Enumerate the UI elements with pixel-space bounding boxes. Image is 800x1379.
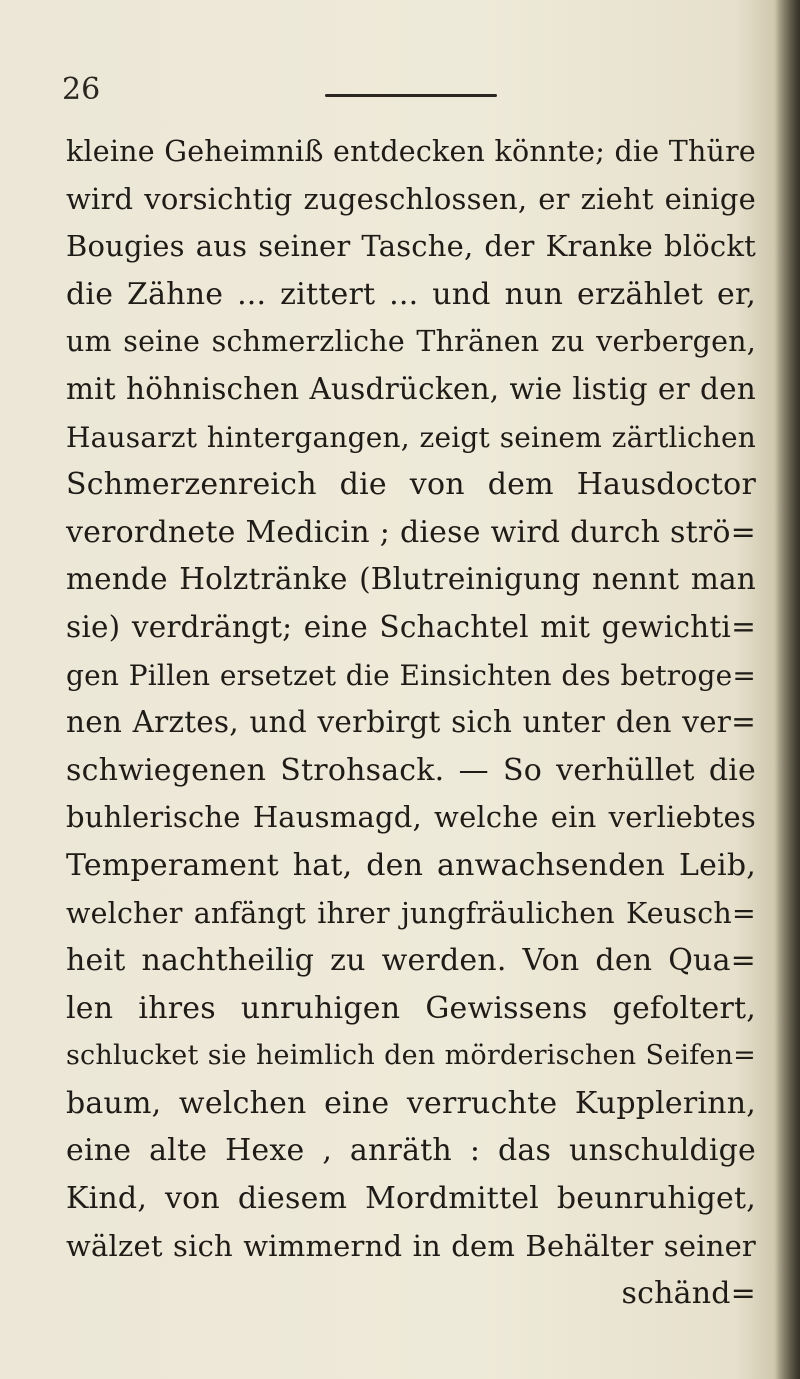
text-line: mit höhnischen Ausdrücken, wie listig er den bbox=[66, 371, 756, 406]
text-line: Kind, von diesem Mordmittel beunruhiget, bbox=[66, 1181, 756, 1217]
header-rule bbox=[325, 94, 497, 97]
text-line: nen Arztes, und verbirgt sich unter den ver= bbox=[66, 705, 756, 740]
text-line: eine alte Hexe , anräth : das unschuldige bbox=[66, 1133, 756, 1169]
text-line: wälzet sich wimmernd in dem Behälter seiner bbox=[66, 1228, 756, 1263]
text-line: schwiegenen Strohsack. — So verhüllet die bbox=[66, 752, 756, 788]
text-line: mende Holztränke (Blutreinigung nennt man bbox=[66, 562, 756, 597]
text-line: heit nachtheilig zu werden. Von den Qua= bbox=[66, 943, 756, 979]
text-line: schlucket sie heimlich den mörderischen Seifen= bbox=[66, 1040, 756, 1072]
text-line: welcher anfängt ihrer jungfräulichen Keusch= bbox=[66, 896, 756, 930]
text-line: wird vorsichtig zugeschlossen, er zieht einige bbox=[66, 181, 756, 216]
page-number: 26 bbox=[62, 72, 101, 107]
text-line: buhlerische Hausmagd, welche ein verliebtes bbox=[66, 800, 756, 835]
text-line: Bougies aus seiner Tasche, der Kranke blöckt bbox=[66, 229, 756, 264]
text-line: kleine Geheimniß entdecken könnte; die Thüre bbox=[66, 135, 756, 168]
text-line: verordnete Medicin ; diese wird durch strö= bbox=[66, 514, 756, 550]
page-body-text bbox=[66, 128, 756, 1318]
text-line: baum, welchen eine verruchte Kupplerinn, bbox=[66, 1085, 756, 1121]
text-line: die Zähne ... zittert ... und nun erzählet er, bbox=[66, 276, 756, 312]
text-line: Schmerzenreich die von dem Hausdoctor bbox=[66, 467, 756, 503]
text-line-catchword: schänd= bbox=[621, 1276, 756, 1312]
text-line: Temperament hat, den anwachsenden Leib, bbox=[66, 847, 756, 883]
text-line: gen Pillen ersetzet die Einsichten des betroge= bbox=[66, 658, 756, 692]
text-line: sie) verdrängt; eine Schachtel mit gewichti= bbox=[66, 609, 756, 644]
text-line: len ihres unruhigen Gewissens gefoltert, bbox=[66, 990, 756, 1026]
text-line: um seine schmerzliche Thränen zu verbergen, bbox=[66, 325, 756, 359]
page-spine-shadow bbox=[774, 0, 800, 1379]
text-line: Hausarzt hintergangen, zeigt seinem zärtlichen bbox=[66, 420, 756, 454]
